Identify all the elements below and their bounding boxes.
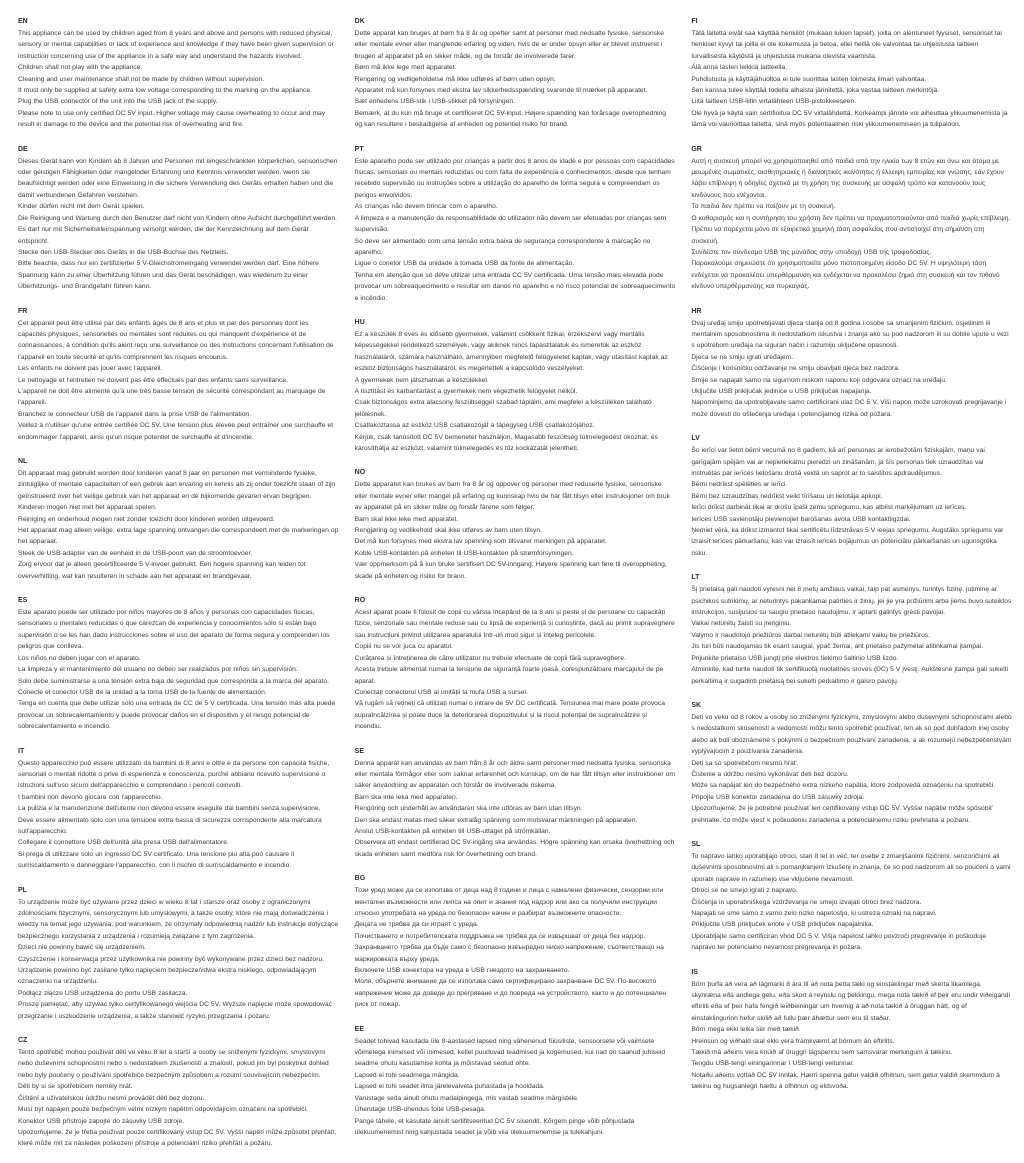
- language-section-is: [691, 967, 1012, 1093]
- language-section-hu: [355, 317, 676, 454]
- instruction-paragraph: Deti vo veku od 8 rokov a osoby so zníženými fyzickými, zmyslovými alebo duševnými schopnosťami alebo s nedostatkom skúseností a vedomostí môžu tento spotrebič používať, len ak sú pod dohľadom inej osoby alebo ak boli oboznámené s pokynmi o bezpečnom používaní zariadenia, a ak rozumejú nebezpečenstvám vyplývajúcim z používania zariadenia.: [691, 713, 1012, 756]
- instruction-paragraph: Bērni bez uzraudzības nedrīkst veikt tīrīšanu un lietotāja apkopi.: [691, 492, 883, 500]
- instruction-paragraph: Pange tähele, et kasutate ainult sertifitseeritud DC 5V sisendit. Kõrgem pinge võib põhjustada ülekuumenemist ning kahjustada seadet ja võib viia ülekuumenemise ja tulekahjuni.: [354, 1117, 635, 1136]
- instruction-paragraph: A gyermekek nem játszhatnak a készülékkel.: [354, 376, 489, 384]
- instruction-paragraph: Csatlakoztassa az eszköz USB csatlakozóját a tápegység USB csatlakozójához.: [354, 422, 595, 430]
- instruction-paragraph: Es darf nur mit Sicherheitskleinspannung versorgt werden, die der Kennzeichnung auf dem Gerät entspricht.: [18, 226, 309, 245]
- instruction-paragraph: Notaðu aðeins vottað DC 5V inntak. Hærri spenna getur valdið ofhitnun, sem getur valdið skemmdum á tækinu og hugsanlegri hættu á ofhitnun og eldsvoða.: [691, 1071, 1000, 1091]
- instruction-paragraph: Този уред може да се използва от деца над 8 години и лица с намалени физически, сензорни или ментални възможности или липса на опит и знания под надзор или ако са получили инструкции относно употребата на уреда по безопасен начин и разбират възможните опасности.: [354, 887, 664, 917]
- instruction-paragraph: Uključite USB priključak jedinice u USB priključak napajanja.: [691, 387, 872, 395]
- instruction-paragraph: Barn skal ikke leke med apparatet.: [354, 515, 459, 523]
- instruction-paragraph: It must only be supplied at safety extra low voltage corresponding to the marking on the appliance.: [18, 87, 312, 95]
- instruction-paragraph: Čistenie a údržbu nesmú vykonávať deti bez dozoru.: [691, 770, 849, 778]
- instruction-paragraph: Ühendage USB-ühendus toite USB-pesaga.: [354, 1106, 486, 1114]
- instruction-paragraph: Παρακαλούμε σημειώστε ότι χρησιμοποιείτε μόνο πιστοποιημένη είσοδο DC 5V. Η υψηλότερη τάση ενδέχεται να προκαλέσει υπερθέρμανση και ενδέχεται να προκαλέσει ζημιά στη συσκευή και τον πιθανό κίνδυνο υπερθέρμανσης και πυρκαγιάς.: [691, 260, 1000, 291]
- instruction-paragraph: Sæt enhedens USB-stik i USB-stikket på forsyningen.: [354, 98, 515, 106]
- language-section-es: [18, 595, 339, 732]
- instruction-paragraph: Включете USB конектора на уреда в USB гнездото на захранването.: [354, 967, 570, 975]
- language-section-sk: [691, 700, 1012, 826]
- language-code-label: DE: [18, 145, 28, 153]
- instruction-paragraph: Kérjük, csak tanúsított DC 5V bemenetet használjon. Magasabb feszültség túlmelegedést okozhat, és károsíthatja az eszközt, valamint túlmelegedés és tűz kockázatát jelentheti.: [354, 433, 658, 452]
- instruction-paragraph: Децата не трябва да си играят с уреда.: [354, 921, 479, 929]
- instruction-paragraph: Älä anna lasten leikkiä laitteella.: [691, 64, 787, 72]
- instruction-paragraph: Lapsed ei tohi seadet ilma järelevalveta puhastada ja hooldada.: [354, 1083, 545, 1091]
- language-code-label: FR: [18, 307, 28, 315]
- instruction-paragraph: Acest aparat poate fi folosit de copii cu vârsta începând de la 8 ani și peste și de persoane cu capacități fizice, senzoriale sau mentale reduse sau cu lipsă de experiență și cunoștințe, dacă au primit supraveghere sau instrucțiuni privind utilizarea aparatului într-un mod sigur și înțeleg pericolele.: [354, 609, 675, 639]
- instruction-paragraph: Napajati se sme samo z varno zelo nizko napetostjo, ki ustreza oznaki na napravi.: [691, 910, 937, 917]
- instruction-paragraph: Smije se napajati samo na sigurnom niskom naponu koji odgovara oznaci na uređaju.: [691, 376, 947, 384]
- instruction-paragraph: As crianças não devem brincar com o aparelho.: [354, 203, 498, 211]
- language-code-label: EN: [18, 18, 28, 25]
- language-code-label: NL: [18, 458, 28, 465]
- language-section-lv: [691, 433, 1012, 559]
- instruction-paragraph: Čištění a uživatelskou údržbu nesmí provádět děti bez dozoru.: [18, 1094, 205, 1102]
- instruction-paragraph: To urządzenie może być używane przez dzieci w wieku 8 lat i starsze oraz osoby z ograniczonymi zdolnościami fizycznymi, sensorycznymi lub umysłowymi, a także osoby, które nie mają doświadczenia i wiedzy na temat jego używania, pod warunkiem, że otrzymały odpowiednią nadzór lub instrukcje dotyczące bezpiecznego korzystania z urządzenia i rozumieją związane z tym zagrożenia.: [18, 898, 339, 940]
- instruction-paragraph: Tenga en cuenta que debe utilizar solo una entrada de CC de 5 V certificada. Una tensión más alta puede provocar un sobrecalentamiento y puede provocar daños en el dispositivo y el riesgo potencial de sobrecalentamiento e incendio.: [18, 700, 336, 731]
- instruction-paragraph: Barn ska inte leka med apparaten.: [354, 793, 458, 801]
- instruction-paragraph: Acesta trebuie alimentat numai la tensiune de siguranță foarte joasă, corespunzătoare marcajului de pe aparat.: [354, 666, 664, 685]
- instruction-paragraph: Musí být napájen pouze bezpečným velmi nízkým napětím odpovídajícím označení na spotřebiči.: [18, 1106, 308, 1114]
- instruction-paragraph: I bambini non devono giocare con l'apparecchio.: [18, 793, 163, 801]
- instruction-paragraph: Jis turi būti naudojamas tik esant saugiai, ypač žemai, ant prietaiso pažymėtai atitinkamai įtampai.: [691, 643, 984, 651]
- instruction-paragraph: Uporabljajte samo certificiran vhod DC 5 V. Višja napetost lahko povzroči pregrevanje in poškoduje napravo ter potencialno nevarnost pregrevanja in požara.: [691, 932, 987, 952]
- language-section-en: [18, 16, 339, 131]
- language-code-label: SL: [691, 840, 701, 848]
- instruction-paragraph: Prijunkite prietaiso USB jungtį prie elektros tiekimo šaltinio USB lizdo.: [691, 654, 899, 662]
- instruction-paragraph: Liitä laitteen USB-liitin virtalähteen USB-pistokkeeseen.: [691, 98, 857, 106]
- instruction-paragraph: Børn må ikke lege med apparatet.: [354, 64, 457, 72]
- language-code-label: SE: [354, 747, 364, 755]
- instruction-paragraph: Моля, обърнете внимание да се използва само сертифицирано захранване DC 5V. По-високото напрежение може да доведе до прегряване и до повреда на устройството, както и до потенциален риск от пожар.: [354, 978, 667, 1009]
- instruction-paragraph: Ez a készülék 8 éves és idősebb gyermekek, valamint csökkent fizikai, érzékszervi vagy mentális képességekkel rendelkező személyek, vagy akiknek nincs tapasztalatuk és ismeretük az eszköz használatáról, számára használható, amennyiben megfelelő felügyeletet kaptak, vagy utasítást kaptak az eszköz biztonságos használatáról, és megértették a kapcsolódó veszélyeket.: [354, 330, 668, 373]
- instruction-paragraph: Почистването и потребителската поддръжка не трябва да се извършват от деца без надзор.: [354, 932, 646, 940]
- language-code-label: FI: [691, 18, 698, 25]
- instruction-paragraph: La pulizia e la manutenzione dell'utente non devono essere eseguite dai bambini senza supervisione.: [18, 805, 321, 813]
- instruction-paragraph: Deve essere alimentato solo con una tensione extra bassa di sicurezza corrispondente alla marcatura sull'apparecchio.: [18, 816, 322, 835]
- instruction-paragraph: Börn mega ekki leika sér með tækið.: [691, 1026, 801, 1034]
- instruction-paragraph: Čišćenje i korisničko održavanje ne smiju obavljati djeca bez nadzora.: [691, 365, 900, 373]
- instruction-paragraph: Bitte beachte, dass nur ein zertifizierter 5 V-Gleichstromeingang verwendet werden darf. Eine höhere Spannung kann zu einer Überhitzung führen und das Gerät beschädigen, was wiederum zu einer Überhitzungs- und Brandgefahr führen kann.: [18, 260, 319, 291]
- instruction-paragraph: Děti by si se spotřebičem neměly hrát.: [18, 1083, 133, 1091]
- language-section-gr: [691, 144, 1012, 293]
- instruction-paragraph: Atminkite, kad turite naudoti tik sertifikuotą nuolatinės srovės (DC) 5 V įvestį. Aukštesnė įtampa gali sukelti perkaitimą ir sugadinti prietaisą bei sukelti perkaitimo ir gaisro pavojų.: [691, 666, 1009, 685]
- language-section-nl: [18, 456, 339, 582]
- instruction-paragraph: Este aparato puede ser utilizado por niños mayores de 8 años y personas con capacidades físicas, sensoriales u mentales reducidas o que carezcan de experiencia y conocimientos sólo si están bajo supervisión o se les han dado instrucciones sobre el uso del aparato de forma segura y comprenden los peligros que conlleva.: [18, 609, 330, 651]
- instruction-paragraph: Le nettoyage et l'entretien ne doivent pas être effectués par des enfants sans surveillance.: [18, 376, 288, 384]
- instruction-paragraph: Este aparelho pode ser utilizado por crianças a partir dos 8 anos de idade e por pessoas com capacidades físicas, sensoriais ou mentais reduzidas ou com falta de experiência e conhecimentos, desde que tenham recebido supervisão ou instruções sobre a utilização do aparelho de forma segura e compreendam os perigos envolvidos.: [354, 157, 675, 199]
- text-column: [355, 16, 676, 1163]
- language-code-label: RO: [354, 597, 366, 605]
- instruction-paragraph: Solo debe suministrarse a una tensión extra baja de seguridad que corresponda a la marca del aparato.: [18, 677, 330, 685]
- instruction-paragraph: Dette apparatet kan brukes av barn fra 8 år og oppover og personer med reduserte fysiske, sensoriske eller mentale evner eller mangel på erfaring og kunnskap hvis de har fått tilsyn eller instruksjoner om bruk av apparatet på en sikker måte og forstår farene som følger.: [354, 481, 670, 512]
- instruction-paragraph: Proszę pamiętać, aby używać tylko certyfikowanego wejścia DC 5V. Wyższe napięcie może spowodować przegrzanie i uszkodzenie urządzenia, a także stanowić ryzyko przegrzania i pożaru.: [18, 1001, 332, 1020]
- instruction-paragraph: Priključite USB priključek enote v USB priključek napajalnika.: [691, 921, 874, 929]
- instruction-paragraph: Pripojte USB konektor zariadenia do USB zásuvky zdroja.: [691, 793, 865, 801]
- instruction-paragraph: Copiii nu se vor juca cu aparatul.: [354, 643, 453, 651]
- instruction-paragraph: Πρέπει να παρέχεται μόνο σε εξαιρετικά χαμηλή τάση ασφαλείας που αντιστοιχεί στη σήμανση στη συσκευή.: [691, 226, 985, 245]
- language-section-pl: [18, 885, 339, 1022]
- instruction-paragraph: L'appareil ne doit être alimenté qu'à une très basse tension de sécurité correspondant au marquage de l'appareil.: [18, 387, 326, 407]
- instruction-paragraph: Veillez à n'utiliser qu'une entrée certifiée DC 5V. Une tension plus élevée peut entraîner une surchauffe et endommager l'appareil, ainsi qu'un risque potentiel de surchauffe et d'incendie.: [18, 422, 334, 441]
- instruction-paragraph: Valymo ir naudotojo priežiūros darbai neturėtų būti atliekami vaikų be priežiūros.: [691, 631, 930, 639]
- instruction-paragraph: Seadet tohivad kasutada üle 8-aastased lapsed ning vähenenud füüsiliste, sensoorsete või vaimsete võimetega inimesed või inimesed, kellel puuduvad teadmised ja kogemused, kui nad on saanud juhiseid seadme ohutu kasutamise kohta ja mõistavad seotud ohte.: [354, 1037, 666, 1068]
- instruction-paragraph: Só deve ser alimentado com uma tensão extra baixa de segurança correspondente à marcação no aparelho.: [354, 237, 651, 256]
- instruction-paragraph: Djeca se ne smiju igrati uređajem.: [691, 353, 794, 361]
- language-section-dk: [355, 16, 676, 131]
- language-code-label: HU: [354, 318, 365, 326]
- language-section-fr: [18, 306, 339, 443]
- text-column: [691, 16, 1012, 1163]
- instruction-paragraph: Hreinsun og viðhald skal ekki vera framkvæmt af börnum án eftirlits.: [691, 1037, 895, 1045]
- instruction-paragraph: Si prega di utilizzare solo un ingresso DC 5V certificato. Una tensione più alta può causare il surriscaldamento e danneggiare l'apparecchio, con il rischio di surriscaldamento e incendio.: [18, 850, 295, 870]
- instruction-paragraph: Čiščenja in uporabniškega vzdrževanja ne smejo izvajati otroci brez nadzora.: [691, 898, 922, 906]
- text-column: [18, 16, 339, 1163]
- instruction-paragraph: Tenha em atenção que só deve utilizar uma entrada CC 5V certificada. Uma tensão mais elevada pode provocar um sobreaquecimento e resultar em danos no aparelho e no risco potencial de sobreaquecimento e incêndio.: [354, 271, 676, 302]
- language-section-sl: [691, 839, 1012, 954]
- instruction-paragraph: Observera att endast certifierad DC 5V-ingång ska användas. Högre spänning kan orsaka överhettning och skada enheten samt medföra risk för överhettning och brand.: [354, 839, 675, 858]
- instruction-paragraph: Ovaj uređaj smiju upotrebljavati djeca starija od 8 godina i osobe sa smanjenim fizičkim, osjetilnim ili mentalnim sposobnostima ili nedostatkom iskustva i znanja ako su pod nadzorom ili su dobile upute u vezi s upotrebom uređaja na siguran način i razumiju uključene opasnosti.: [691, 319, 1009, 350]
- instruction-paragraph: Šo ierīci var lietot bērni vecumā no 8 gadiem, kā arī personas ar ierobežotām fiziskajām, maņu vai garīgajām spējām vai ar nepietiekamu pieredzi un zināšanām, ja šīs personas tiek uzraudzītas vai instruētas par ierīces lietošanu drošā veidā un saprot ar to saistītos apdraudējumus.: [691, 447, 985, 477]
- instruction-paragraph: Urządzenie powinno być zasilane tylko napięciem bezpieczeństwa ekstra niskiego, odpowiadającym oznaczeniu na urządzeniu.: [18, 967, 317, 986]
- instruction-paragraph: Puhdistusta ja käyttäjähuoltoa ei tule suorittaa lasten toimesta ilman valvontaa.: [691, 75, 927, 83]
- language-section-bg: [355, 873, 676, 1010]
- instruction-paragraph: Rengöring och underhåll av användaren ska inte utföras av barn utan tillsyn.: [354, 805, 583, 813]
- instruction-paragraph: Bērni nedrīkst spēlēties ar ierīci.: [691, 481, 788, 489]
- language-code-label: LV: [691, 435, 700, 443]
- instruction-paragraph: Tengdu USB-tengi einingarinnar í USB-tengi veitunnar.: [691, 1060, 855, 1068]
- instruction-paragraph: To napravo lahko uporabljajo otroci, stari 8 let in več, ter osebe z zmanjšanimi fizičnimi, senzoričnimi ali duševnimi sposobnostmi ali s pomanjkanjem izkušenj in znanja, če so pod nadzorom ali so poučeni o varni uporabi naprave in razumejo vse vključene nevarnosti.: [691, 852, 1011, 883]
- instruction-paragraph: Stecke den USB-Stecker des Geräts in die USB-Buchse des Netzteils.: [18, 248, 229, 256]
- instruction-paragraph: This appliance can be used by children aged from 8 years and above and persons with reduced physical, sensory or mental capabilities or lack of experience and knowledge if they have been given supervision or instruction concerning use of the appliance in a safe way and understand the hazards involved.: [18, 30, 334, 60]
- language-section-cz: [18, 1035, 339, 1150]
- instruction-paragraph: Conectați conectorul USB al unității la mufa USB a sursei.: [354, 688, 528, 696]
- language-code-label: LT: [691, 574, 700, 582]
- instruction-paragraph: Ο καθαρισμός και η συντήρηση του χρήστη δεν πρέπει να πραγματοποιούνται από παιδιά χωρίς επίβλεψη.: [691, 214, 1011, 222]
- instruction-paragraph: Sen kanssa tulee käyttää todella alhaista jännitettä, joka vastaa laitteen merkintöjä.: [691, 87, 940, 95]
- instruction-paragraph: Please note to use only certified DC 5V input. Higher voltage may cause overheating to occur and may result in damage to the device and the potential risk of overheating and fire.: [18, 109, 326, 129]
- language-section-lt: [691, 572, 1012, 687]
- instruction-paragraph: Dit apparaat mag gebruikt worden door kinderen vanaf 8 jaar en personen met verminderde fysieke, zintuiglijke of mentale capaciteiten of een gebrek aan ervaring en kennis als zij onder toezicht staan of zijn geïnstrueerd over het veilige gebruik van het apparaat en de bijkomende gevaren ervan begrijpen. Kinderen mogen niet met het apparaat spelen.: [18, 470, 336, 512]
- instruction-paragraph: Apparatet må kun forsynes med ekstra lav sikkerhedsspænding svarende til mærket på apparatet.: [354, 87, 648, 95]
- instruction-paragraph: Konektor USB přístroje zapojte do zásuvky USB zdroje.: [18, 1117, 185, 1125]
- instruction-paragraph: Môže sa napájať len do bezpečného extra nízkeho napätia, ktoré zodpovedá označeniu na spotrebiči.: [691, 782, 995, 790]
- instruction-paragraph: Children shall not play with the appliance.: [18, 64, 143, 72]
- instruction-paragraph: Collegare il connettore USB dell'unità alla presa USB dell'alimentatore.: [18, 839, 229, 847]
- instruction-paragraph: Tækið má aðeins vera knúið af öruggri lágspennu sem samsvarar merkingum á tækinu.: [691, 1049, 953, 1057]
- instruction-paragraph: Cleaning and user maintenance shall not be made by children without supervision.: [18, 75, 265, 83]
- instruction-paragraph: Deti sa so spotrebičom nesmú hrať.: [691, 759, 799, 767]
- instruction-paragraph: Cet appareil peut être utilisé par des enfants âgés de 8 ans et plus et par des personnes dont les capacités physiques, sensorielles ou mentales sont réduites ou qui manquent d'expérience et de connaissances, à condition qu'ils aient reçu une surveillance ou des instructions concernant l'utilisation de l'appareil en toute sécurité et qu'ils comprennent les risques encourus.: [18, 319, 334, 361]
- instruction-paragraph: Захранването трябва да бъде само с безопасно извънредно ниско напрежение, съответстващо на маркировката върху уреда.: [354, 944, 664, 963]
- instruction-paragraph: Vă rugăm să rețineți că utilizați numai o intrare de 5V DC certificată. Tensiunea mai mare poate provoca supraîncălzirea și poate duce la deteriorarea dispozitivului și la riscul potențial de supraîncălzire și incendiu.: [354, 700, 665, 731]
- instruction-paragraph: Czyszczenie i konserwacja przez użytkownika nie powinny być wykonywane przez dzieci bez nadzoru.: [18, 955, 325, 963]
- language-section-no: [355, 467, 676, 582]
- instruction-paragraph: Anslut USB-kontakten på enheten till USB-uttaget på strömkällan.: [354, 827, 551, 835]
- language-code-label: BG: [354, 875, 366, 883]
- instruction-paragraph: Bemærk, at du kun må bruge et certificeret DC 5V-input. Højere spænding kan forårsage overophedning og kan resultere i beskadigelse af enheden og potentiel risiko for brand.: [354, 109, 666, 129]
- instruction-paragraph: Lapsed ei tohi seadmega mängida.: [354, 1071, 460, 1079]
- instruction-paragraph: Los niños no deben jugar con el aparato.: [18, 654, 141, 662]
- instruction-paragraph: Zorg ervoor dat je alleen gecertificeerde 5 V-invoer gebruikt. Een hogere spanning kan leiden tot oververhitting, wat kan resulteren in schade aan het apparaat en brandgevaar.: [18, 561, 306, 580]
- instruction-paragraph: Denna apparat kan användas av barn från 8 år och äldre samt personer med nedsatta fysiska, sensoriska eller mentala förmågor eller som saknar erfarenhet och kunskap, om de har fått tillsyn eller instruktioner om säker användning av apparaten och förstår de involverade riskerna.: [354, 759, 675, 790]
- instruction-paragraph: Ierīci drīkst darbināt tikai ar drošu īpaši zemu spriegumu, kas atbilst marķējumam uz ierīces.: [691, 504, 967, 512]
- instruction-paragraph: Upozorňujeme, že je třeba používat pouze certifikovaný vstup DC 5V. Vyšší napětí může způsobit přehřátí, které může mít za následek poškození přístroje a potenciální riziko přehřátí a požáru.: [18, 1128, 337, 1148]
- language-section-it: [18, 746, 339, 872]
- instruction-paragraph: Les enfants ne doivent pas jouer avec l'appareil.: [18, 365, 163, 373]
- language-code-label: IS: [691, 968, 698, 976]
- instruction-paragraph: La limpieza y el mantenimiento del usuario no deben ser realizados por niños sin supervisión.: [18, 666, 298, 674]
- instruction-paragraph: Curățarea și întreținerea de către utilizator nu trebuie efectuate de copii fără supraveghere.: [354, 654, 626, 662]
- instruction-paragraph: Ligue o conetor USB da unidade à tomada USB da fonte de alimentação.: [354, 260, 575, 268]
- language-code-label: NO: [354, 469, 366, 477]
- instruction-paragraph: Die Reinigung und Wartung durch den Benutzer darf nicht von Kindern ohne Aufsicht durchgeführt werden.: [18, 214, 337, 222]
- instruction-paragraph: Det må kun forsynes med ekstra lav spenning som tilsvarer merkingen på apparatet.: [354, 538, 607, 546]
- instruction-paragraph: A tisztítást és karbantartást a gyermekek nem végezhetik felügyelet nélkül.: [354, 387, 578, 395]
- instruction-paragraph: Ierīces USB savienotāju pievienojiet barošanas avota USB kontaktligzdai.: [691, 515, 911, 523]
- language-section-pt: [355, 144, 676, 304]
- instruction-paragraph: Tätä laitetta eivät saa käyttää henkilöt (mukaan lukien lapset), joilla on alentuneet fyysiset, sensoriset tai henkiset kyvyt tai joilla ei ole kokemusta ja tietoa, ellei heillä ole valvontaa tai ohjeistusta laitteen turvallisesta käytöstä ja ohjeistusta mukana olevista vaaroista.: [691, 30, 1002, 60]
- language-section-se: [355, 746, 676, 861]
- language-code-label: EE: [354, 1025, 364, 1033]
- language-section-hr: [691, 306, 1012, 421]
- instruction-paragraph: Τα παιδιά δεν πρέπει να παίζουν με τη συσκευή.: [691, 203, 836, 211]
- instruction-paragraph: Upozorňujeme, že je potrebné používať len certifikovaný vstup DC 5V. Vyššie napätie môže spôsobiť prehriatie, čo môže viesť k poškodeniu zariadenia a potenciálnemu riziku prehriatia a požiaru.: [691, 805, 993, 824]
- language-code-label: PL: [18, 886, 27, 894]
- instruction-paragraph: Ņemiet vērā, ka drīkst izmantot tikai sertificētu līdzstrāvas 5 V ieejas spriegumu. Augstāks spriegums var izraisīt ierīces pārkaršanu, kas var izraisīt ierīces bojājumus un potenciālu pārkaršanas un ugunsgrēka risku.: [691, 527, 1004, 557]
- instruction-paragraph: Conecte el conector USB de la unidad a la toma USB de la fuente de alimentación.: [18, 688, 267, 696]
- instruction-paragraph: Šį prietaisą gali naudoti vyresni nei 8 metų amžiaus vaikai, taip pat asmenys, turintys fizinę, jutiminę ar psichikos sutrikimų, ar neturintys pakankamai patirties ir žinių, jei jie yra prižiūrimi arba jiems buvo suteiktos instrukcijos, susijusios su saugiu prietaiso naudojimu, ir aptarti galintys grėsti pavojai.: [691, 586, 1012, 617]
- language-code-label: PT: [354, 145, 364, 153]
- instruction-paragraph: Dzieci nie powinny bawić się urządzeniem.: [18, 944, 146, 952]
- instruction-paragraph: A limpeza e a manutenção da responsabilidade do utilizador não devem ser efetuadas por crianças sem supervisão.: [354, 214, 667, 234]
- instruction-paragraph: Dieses Gerät kann von Kindern ab 8 Jahren und Personen mit eingeschränkten körperlichen, sensorischen oder geistigen Fähigkeiten oder mangelnder Erfahrung und Kenntnis verwendet werden, wenn sie beaufsichtigt werden oder eine Einweisung in die sichere Verwendung des Geräts erhalten haben und die damit verbundenen Gefahren verstehen.: [18, 157, 338, 199]
- instruction-paragraph: Rengjøring og vedlikehold skal ikke utføres av barn uten tilsyn.: [354, 527, 542, 535]
- instruction-paragraph: Tento spotřebič mohou používat děti ve věku 8 let a starší a osoby se sníženými fyzickými, smyslovými nebo duševními schopnostmi nebo s nedostatkem zkušeností a znalostí, pokud jim byl poskytnut dohled nebo byly poučeny o používání spotřebiče bezpečným způsobem a rozumí souvisejícím nebezpečím.: [18, 1049, 329, 1079]
- instruction-paragraph: Questo apparecchio può essere utilizzato da bambini di 8 anni e oltre e da persone con capacità fisiche, sensoriali o mentali ridotte o prive di esperienza e conoscenza, purché abbiano ricevuto supervisione o istruzioni sull'uso sicuro dell'apparecchio e comprendano i pericoli coinvolti.: [18, 759, 330, 790]
- instruction-paragraph: Ole hyvä ja käytä vain sertifioitua DC 5V virtalähdettä. Korkeampi jännite voi aiheuttaa ylikuumenemista ja tämä voi vaurioittaa laitetta, sinä myös potentiaalinen riski ylikuumenemiseen ja tulipaloon.: [691, 109, 1008, 129]
- language-section-ro: [355, 595, 676, 732]
- instruction-paragraph: Steek de USB-adapter van de eenheid in de USB-poort van de stroomtoevoer.: [18, 549, 253, 557]
- instruction-paragraph: Koble USB-kontakten på enheten til USB-kontakten på strømforsyningen.: [354, 549, 574, 557]
- instruction-paragraph: Συνδέστε τον σύνδεσμο USB της μονάδας στην υποδοχή USB της τροφοδοσίας.: [691, 248, 932, 256]
- language-code-label: IT: [18, 747, 25, 755]
- instruction-paragraph: Αυτή η συσκευή μπορεί να χρησιμοποιηθεί από παιδιά από την ηλικία των 8 ετών και άνω και άτομα με μειωμένες σωματικές, αισθητηριακές ή διανοητικές ικανότητες ή έλλειψη εμπειρίας και γνώσης, εάν έχουν λάβει επίβλεψη ή οδηγίες σχετικά με τη χρήση της συσκευής με ασφαλή τρόπο και κατανοούν τους κινδύνους που ενέχονται.: [691, 157, 1004, 199]
- instruction-paragraph: Varustage seda ainult ohutu madalpingega, mis vastab seadme märgistele.: [354, 1094, 579, 1102]
- instruction-paragraph: Podłącz złącze USB urządzenia do portu USB zasilacza.: [18, 989, 188, 997]
- instruction-paragraph: Den ska endast matas med säker extralåg spänning som motsvarar märkningen på apparaten.: [354, 816, 638, 824]
- language-section-ee: [355, 1024, 676, 1139]
- language-code-label: CZ: [18, 1037, 28, 1045]
- instruction-paragraph: Otroci se ne smejo igrati z napravo.: [691, 887, 798, 895]
- instruction-paragraph: Branchez le connecteur USB de l'appareil dans la prise USB de l'alimentation.: [18, 410, 252, 418]
- instruction-paragraph: Reiniging en onderhoud mogen niet zonder toezicht door kinderen worden uitgevoerd.: [18, 515, 275, 523]
- instruction-paragraph: Rengøring og vedligeholdelse må ikke udføres af børn uden opsyn.: [354, 75, 556, 83]
- language-code-label: ES: [18, 597, 28, 605]
- language-code-label: HR: [691, 307, 702, 315]
- instruction-paragraph: Vaikai neturėtų žaisti su įrenginiu.: [691, 620, 792, 628]
- language-section-fi: [691, 16, 1012, 131]
- instruction-paragraph: Plug the USB connector of the unit into the USB jack of the supply.: [18, 98, 218, 106]
- instruction-paragraph: Kinder dürfen nicht mit dem Gerät spielen.: [18, 203, 145, 211]
- language-code-label: DK: [354, 18, 365, 25]
- language-code-label: SK: [691, 701, 702, 709]
- instruction-paragraph: Börn þurfa að vera að lágmarki 8 ára til að nota þetta tæki og einstaklingar með skerta líkamlega, skynræna eða andlega getu, eða skort á reynslu og þekkingu, mega nota tækið ef þeir eru undir viðeigandi eftirliti eða ef þeir hafa fengið leiðbeiningar um hvernig á að nota tækið á öruggan hátt, og ef einstaklingurinn hefur skilið að fullu þær áhættur sem eru til staðar.: [691, 980, 1010, 1022]
- instruction-paragraph: Vær oppmerksom på å kun bruke sertifisert DC 5V-inngang. Høyere spenning kan føre til overoppheting, skade på enheten og risiko for brann.: [354, 561, 667, 580]
- instruction-paragraph: Napominjemo da upotrebljavate samo certificirani ulaz DC 5 V. Viši napon može uzrokovati pregrijavanje i može dovesti do oštećenja uređaja i potencijalnog rizika od požara.: [691, 399, 1007, 418]
- language-code-label: GR: [691, 145, 702, 153]
- instruction-paragraph: Het apparaat mag alleen veilige, extra lage spanning ontvangen die correspondeert met de markeringen op het apparaat.: [18, 527, 339, 546]
- instruction-paragraph: Csak biztonságos extra alacsony feszültséggel szabad táplálni, ami megfelel a készüléken található jelölésnek.: [354, 399, 652, 418]
- instruction-paragraph: Dette apparat kan bruges af børn fra 8 år og opefter samt af personer med nedsatte fysiske, sensoriske eller mentale evner eller manglende erfaring og viden, hvis de er under opsyn eller er blevet instrueret i brugen af apparatet på en sikker måde, og de forstår de involverede farer.: [354, 30, 664, 60]
- language-section-de: [18, 144, 339, 293]
